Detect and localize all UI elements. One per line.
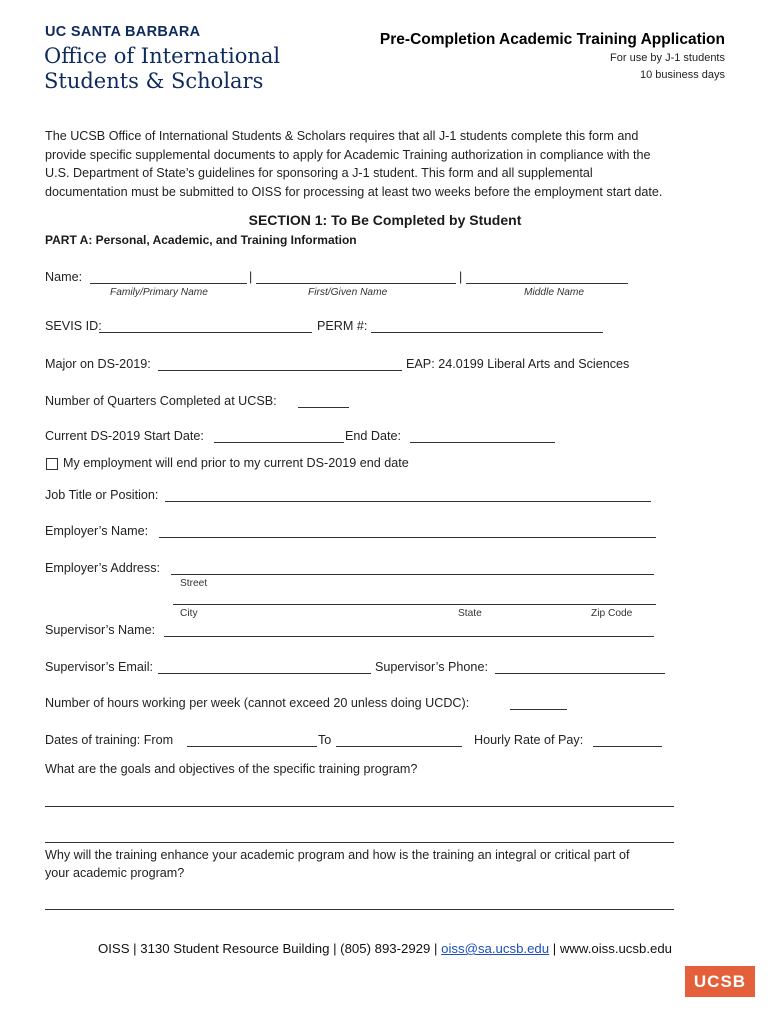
- first-name-caption: First/Given Name: [308, 287, 388, 298]
- footer-address: OISS | 3130 Student Resource Building | (805) 893-2929 |: [98, 941, 438, 956]
- ds-start-label: Current DS-2019 Start Date:: [45, 429, 204, 443]
- why-question-line2: your academic program?: [45, 866, 185, 880]
- supervisor-email-label: Supervisor’s Email:: [45, 660, 154, 674]
- first-name-field[interactable]: [256, 283, 456, 284]
- training-from-field[interactable]: [187, 746, 317, 747]
- office-name-line2: Students & Scholars: [44, 69, 264, 93]
- city-caption: City: [180, 608, 198, 619]
- goals-answer-line[interactable]: [45, 842, 674, 843]
- major-field[interactable]: [158, 370, 402, 371]
- sevis-field[interactable]: [99, 332, 312, 333]
- job-title-label: Job Title or Position:: [45, 488, 159, 502]
- why-question-line1: Why will the training enhance your academic program and how is the training an integral or critical part of: [45, 848, 630, 862]
- family-name-caption: Family/Primary Name: [110, 287, 208, 298]
- form-title: Pre-Completion Academic Training Application: [379, 31, 725, 48]
- family-name-field[interactable]: [90, 283, 247, 284]
- footer-email-link[interactable]: oiss@sa.ucsb.edu: [441, 941, 550, 956]
- hourly-rate-field[interactable]: [593, 746, 662, 747]
- supervisor-phone-field[interactable]: [495, 673, 665, 674]
- supervisor-name-field[interactable]: [164, 636, 654, 637]
- state-caption: State: [458, 608, 482, 619]
- training-to-label: To: [318, 733, 332, 747]
- end-date-field[interactable]: [410, 442, 555, 443]
- perm-label: PERM #:: [317, 319, 368, 333]
- hours-label: Number of hours working per week (cannot exceed 20 unless doing UCDC):: [45, 696, 470, 710]
- name-separator: |: [459, 270, 463, 284]
- quarters-field[interactable]: [298, 407, 349, 408]
- sevis-label: SEVIS ID:: [45, 319, 102, 333]
- institution-name: UC SANTA BARBARA: [45, 24, 201, 40]
- job-title-field[interactable]: [165, 501, 651, 502]
- intro-line: U.S. Department of State’s guidelines for sponsoring a J-1 student. This form and all supplemental: [45, 166, 593, 180]
- hourly-rate-label: Hourly Rate of Pay:: [474, 733, 584, 747]
- supervisor-phone-label: Supervisor’s Phone:: [375, 660, 488, 674]
- form-subtitle-processing: 10 business days: [640, 69, 725, 81]
- middle-name-field[interactable]: [466, 283, 628, 284]
- employer-name-label: Employer’s Name:: [45, 524, 149, 538]
- end-date-label: End Date:: [345, 429, 402, 443]
- goals-question: What are the goals and objectives of the specific training program?: [45, 762, 418, 776]
- end-prior-checkbox[interactable]: [46, 458, 58, 470]
- goals-answer-line[interactable]: [45, 806, 674, 807]
- part-heading: PART A: Personal, Academic, and Training Information: [45, 233, 357, 247]
- perm-field[interactable]: [371, 332, 603, 333]
- eap-text: EAP: 24.0199 Liberal Arts and Sciences: [406, 357, 630, 371]
- supervisor-name-label: Supervisor’s Name:: [45, 623, 156, 637]
- intro-line: documentation must be submitted to OISS for processing at least two weeks before the employment start date.: [45, 184, 663, 199]
- name-separator: |: [249, 270, 253, 284]
- intro-line: The UCSB Office of International Students & Scholars requires that all J-1 students complete this form and: [45, 129, 639, 143]
- major-label: Major on DS-2019:: [45, 357, 151, 371]
- intro-line: provide specific supplemental documents to apply for Academic Training authorization in compliance with the: [45, 147, 651, 162]
- supervisor-email-field[interactable]: [158, 673, 371, 674]
- street-caption: Street: [180, 578, 208, 589]
- employer-address-label: Employer’s Address:: [45, 561, 161, 575]
- training-to-field[interactable]: [336, 746, 462, 747]
- office-name: [44, 44, 280, 94]
- middle-name-caption: Middle Name: [524, 287, 585, 298]
- training-from-label: Dates of training: From: [45, 733, 174, 747]
- why-answer-line[interactable]: [45, 909, 674, 910]
- quarters-label: Number of Quarters Completed at UCSB:: [45, 394, 277, 408]
- ds-start-field[interactable]: [214, 442, 344, 443]
- footer-contact: [0, 941, 770, 956]
- city-state-zip-field[interactable]: [173, 604, 656, 605]
- ucsb-logo: UCSB: [685, 966, 755, 997]
- name-label: Name:: [45, 270, 83, 284]
- zip-caption: Zip Code: [591, 608, 633, 619]
- employer-name-field[interactable]: [159, 537, 656, 538]
- section-title: SECTION 1: To Be Completed by Student: [248, 212, 522, 228]
- form-subtitle-audience: For use by J-1 students: [610, 52, 725, 64]
- office-name-line1: Office of International: [44, 44, 281, 68]
- footer-website: | www.oiss.ucsb.edu: [552, 941, 672, 956]
- hours-field[interactable]: [510, 709, 567, 710]
- intro-paragraph: [45, 127, 735, 201]
- street-field[interactable]: [171, 574, 654, 575]
- end-prior-label: My employment will end prior to my current DS-2019 end date: [63, 456, 409, 470]
